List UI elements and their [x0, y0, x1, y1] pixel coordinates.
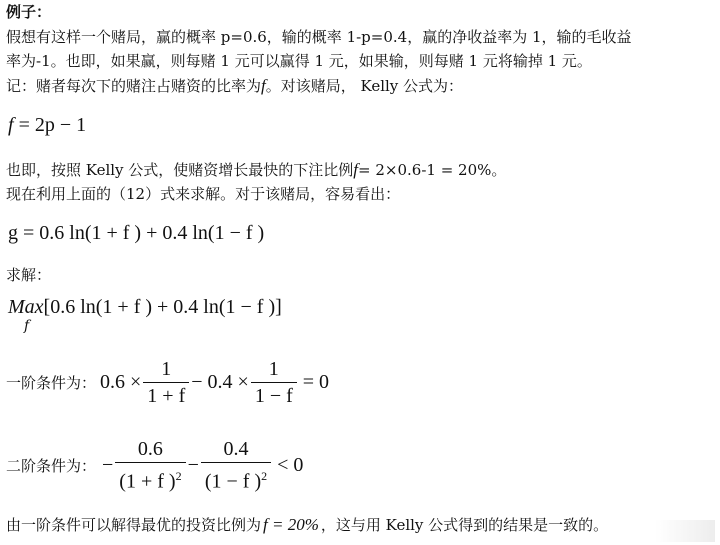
conclusion-prefix: 由一阶条件可以解得最优的投资比例为	[6, 516, 262, 534]
fraction-1-denominator: 1 + f	[147, 385, 186, 407]
method-line: 现在利用上面的（12）式来求解。对于该赌局，容易看出：	[6, 185, 401, 203]
so-fraction-1-power: 2	[175, 469, 182, 483]
paragraph-line-1: 假想有这样一个赌局，赢的概率 p=0.6，输的概率 1-p=0.4，赢的净收益率为 1，输的毛收益	[6, 28, 632, 46]
line3-suffix: 。对该赌局， Kelly 公式为：	[265, 77, 464, 95]
so-fraction-1-base: (1 + f )	[119, 470, 176, 493]
kelly-result-variable: f	[353, 160, 359, 179]
kelly-formula-lhs: f	[8, 114, 14, 136]
so-fraction-2-base: (1 − f )	[204, 470, 262, 493]
max-subscript: f	[24, 318, 30, 334]
first-order-coef: 0.6 ×	[100, 371, 142, 393]
max-operator: Max	[8, 296, 44, 318]
so-fraction-2-power: 2	[261, 469, 268, 483]
conclusion-suffix: ，这与用 Kelly 公式得到的结果是一致的。	[320, 516, 609, 534]
so-fraction-1-denominator	[115, 463, 185, 495]
second-order-condition	[6, 436, 303, 495]
line3-variable: f	[261, 76, 266, 95]
max-body: [0.6 ln(1 + f ) + 0.4 ln(1 − f )]	[43, 296, 282, 318]
first-order-rhs: = 0	[302, 371, 330, 393]
solve-label: 求解：	[6, 266, 52, 284]
second-order-fraction-2	[201, 436, 271, 495]
growth-formula: g = 0.6 ln(1 + f ) + 0.4 ln(1 − f )	[8, 222, 265, 244]
kelly-formula-rhs: = 2p − 1	[18, 114, 87, 136]
paragraph-line-2: 率为-1。也即，如果赢，则每赌 1 元可以赢得 1 元，如果输，则每赌 1 元将输掉 1 元。	[6, 52, 592, 70]
kelly-formula	[8, 114, 86, 137]
example-heading: 例子：	[6, 3, 52, 21]
first-order-mid: − 0.4 ×	[191, 371, 249, 393]
kelly-result-line	[6, 160, 506, 180]
first-order-condition	[6, 356, 329, 409]
so-fraction-2-numerator: 0.4	[201, 436, 271, 463]
fraction-2-numerator: 1	[251, 356, 297, 383]
conclusion-line	[6, 515, 608, 535]
kelly-result-prefix: 也即，按照 Kelly 公式，使赌资增长最快的下注比例	[6, 161, 354, 179]
line3-prefix: 记：赌者每次下的赌注占赌资的比率为	[6, 77, 262, 95]
paragraph-line-3	[6, 76, 463, 96]
conclusion-value: f = 20%	[263, 515, 319, 534]
so-fraction-2-denominator	[201, 463, 271, 495]
kelly-result-suffix: = 2×0.6-1 = 20%。	[358, 161, 507, 179]
first-order-fraction-1	[143, 356, 189, 409]
second-order-rhs: < 0	[277, 453, 304, 476]
fraction-1-numerator: 1	[143, 356, 189, 383]
watermark-smudge	[655, 520, 715, 542]
second-order-fraction-1	[115, 436, 185, 495]
so-fraction-1-numerator: 0.6	[115, 436, 185, 463]
second-order-label: 二阶条件为：	[6, 456, 97, 475]
second-order-lead: −	[102, 453, 114, 476]
fraction-2-denominator: 1 − f	[254, 385, 293, 407]
second-order-mid: −	[187, 453, 199, 476]
first-order-label: 一阶条件为：	[6, 374, 97, 392]
max-formula	[8, 296, 282, 319]
first-order-fraction-2	[251, 356, 297, 409]
